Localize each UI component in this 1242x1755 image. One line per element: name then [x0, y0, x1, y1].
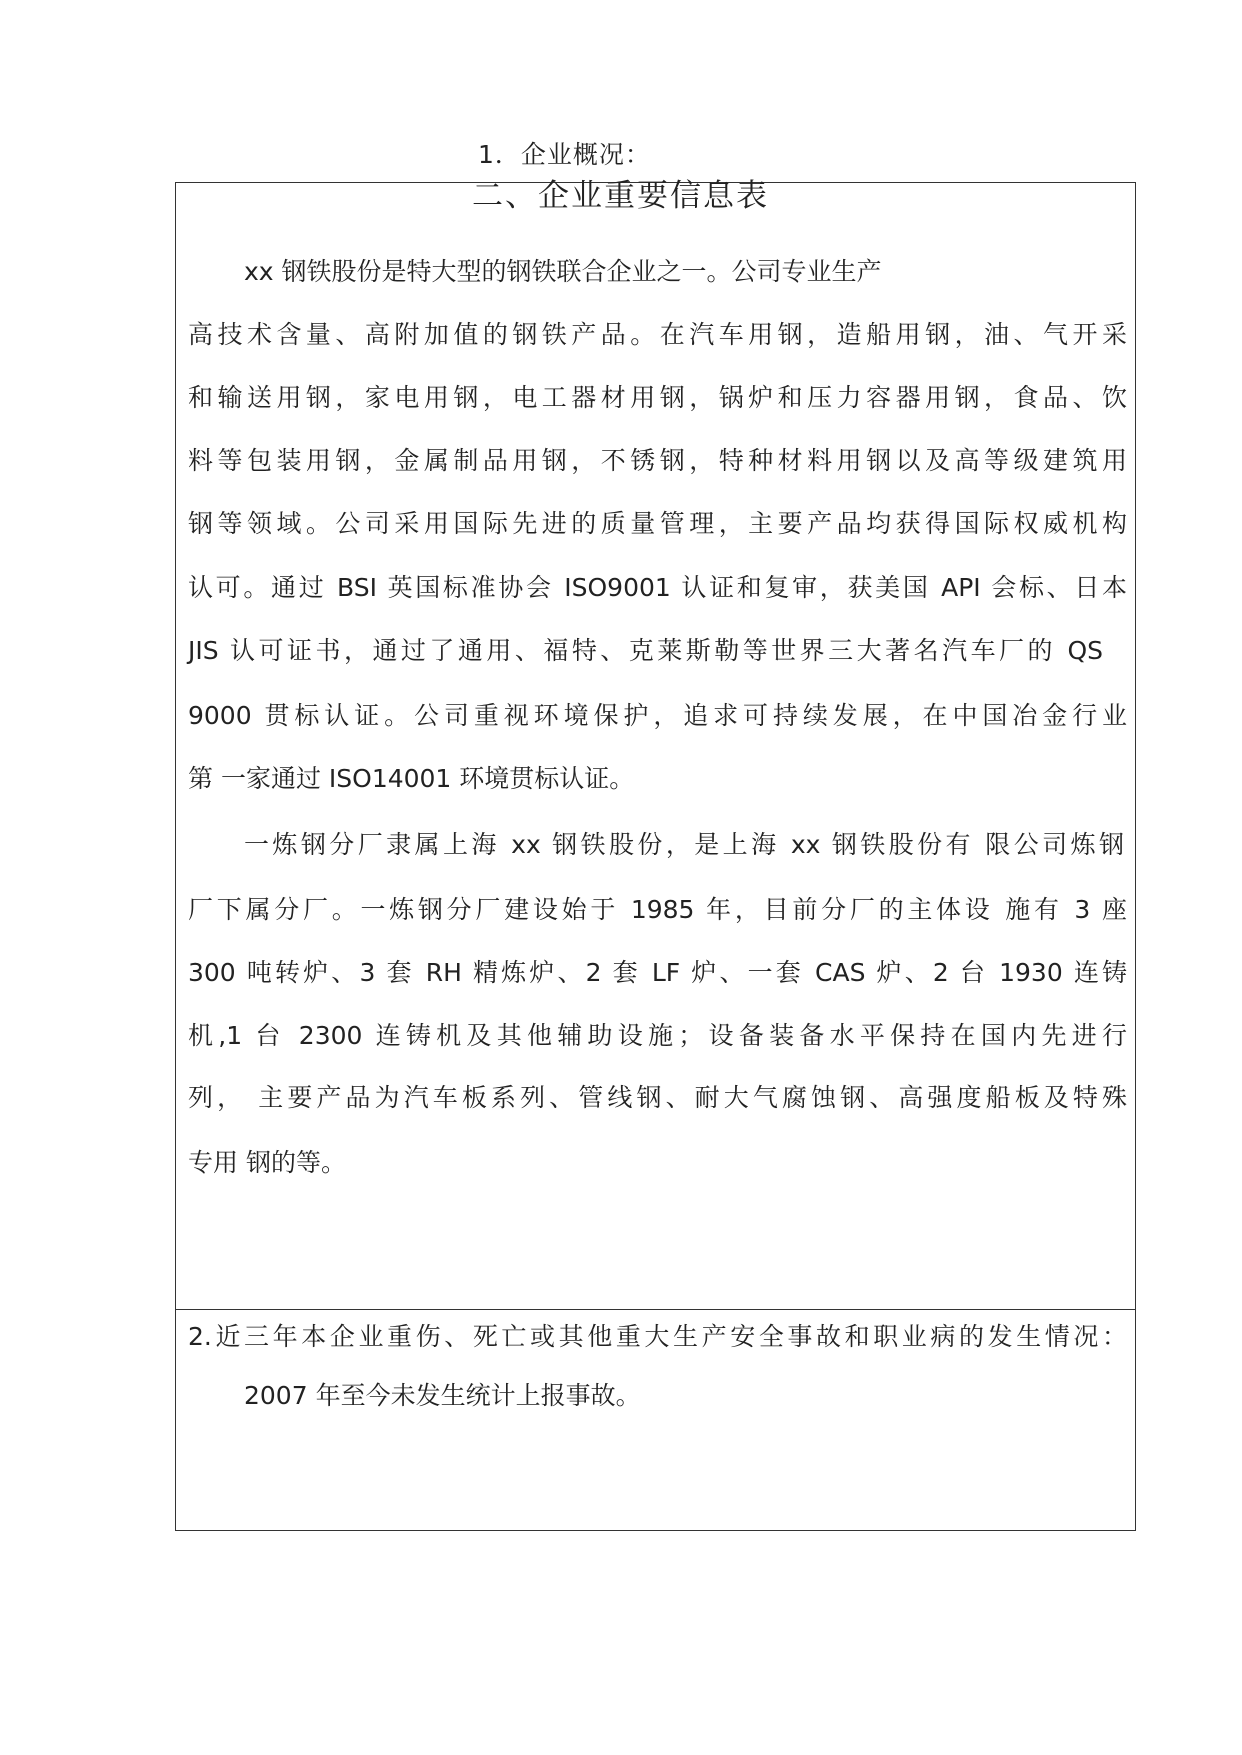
- overview-line: 第 一家通过 ISO14001 环境贯标认证。: [188, 764, 635, 793]
- overview-line: 钢等领域。公司采用国际先进的质量管理，主要产品均获得国际权威机构: [188, 509, 1127, 538]
- overview-line: 认可。通过 BSI 英国标准协会 ISO9001 认证和复审，获美国 API 会标、日本: [188, 573, 1127, 602]
- row-divider: [176, 1309, 1135, 1310]
- section-heading: 1．企业概况：: [478, 140, 651, 169]
- overview-line: 9000 贯标认证。公司重视环境保护，追求可持续发展，在中国冶金行业: [188, 701, 1127, 730]
- overview-line: 和输送用钢，家电用钢，电工器材用钢，锅炉和压力容器用钢，食品、饮: [188, 383, 1127, 412]
- plant-line: 列， 主要产品为汽车板系列、管线钢、耐大气腐蚀钢、高强度船板及特殊: [188, 1083, 1127, 1112]
- plant-line: 专用 钢的等。: [188, 1148, 346, 1177]
- plant-line: 300 吨转炉、3 套 RH 精炼炉、2 套 LF 炉、一套 CAS 炉、2 台 1930 连铸: [188, 958, 1127, 987]
- overview-line: xx 钢铁股份是特大型的钢铁联合企业之一。公司专业生产: [244, 257, 882, 286]
- plant-line: 厂下属分厂。一炼钢分厂建设始于 1985 年，目前分厂的主体设 施有 3 座: [188, 895, 1127, 924]
- overview-line: JIS 认可证书，通过了通用、福特、克莱斯勒等世界三大著名汽车厂的 QS: [188, 636, 1103, 665]
- overview-line: 高技术含量、高附加值的钢铁产品。在汽车用钢，造船用钢，油、气开采: [188, 320, 1127, 349]
- info-table: [175, 182, 1136, 1531]
- plant-line: 一炼钢分厂隶属上海 xx 钢铁股份，是上海 xx 钢铁股份有 限公司炼钢: [244, 830, 1124, 859]
- accident-answer: 2007 年至今未发生统计上报事故。: [244, 1381, 641, 1410]
- plant-line: 机,1 台 2300 连铸机及其他辅助设施；设备装备水平保持在国内先进行: [188, 1021, 1127, 1050]
- table-title: 二、企业重要信息表: [472, 178, 769, 214]
- overview-line: 料等包装用钢，金属制品用钢，不锈钢，特种材料用钢以及高等级建筑用: [188, 446, 1127, 475]
- accident-question: 2.近三年本企业重伤、死亡或其他重大生产安全事故和职业病的发生情况：: [188, 1322, 1127, 1351]
